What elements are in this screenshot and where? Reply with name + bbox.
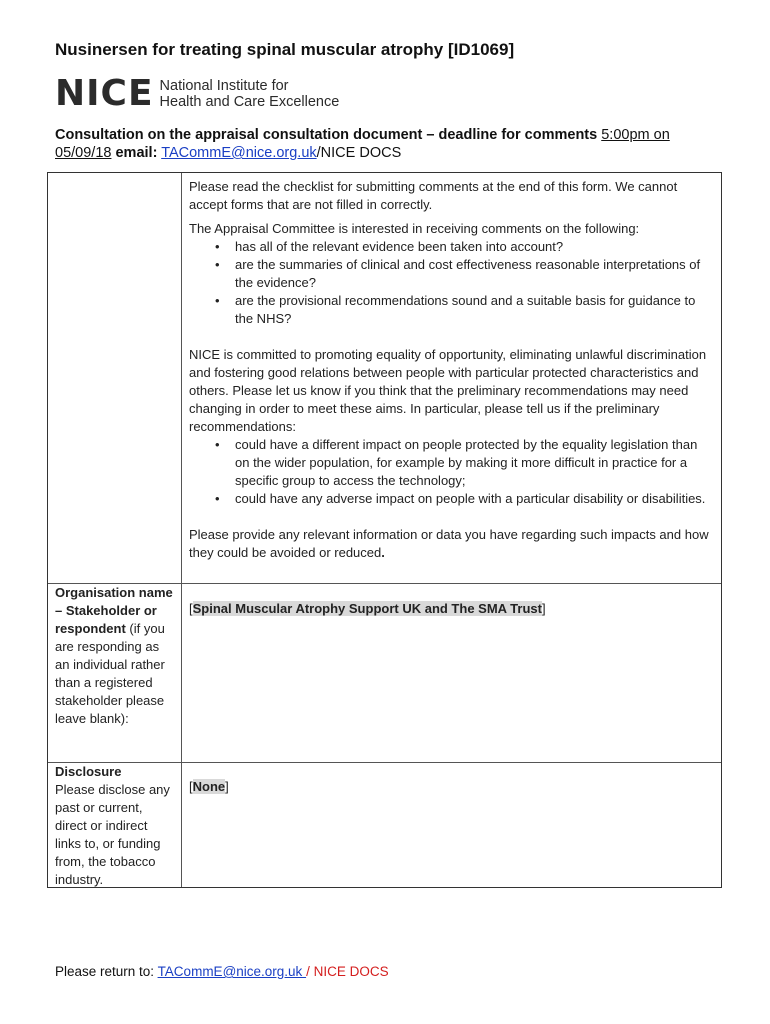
return-instructions: [55, 964, 389, 979]
equality-points: [189, 436, 711, 508]
email-link[interactable]: TACommE@nice.org.uk: [161, 145, 317, 161]
disclosure-label-note: Please disclose any past or current, direct or indirect links to, or funding from, the tobacco industry.: [55, 782, 170, 887]
consultation-lead: Consultation on the appraisal consultation document – deadline for comments: [55, 127, 598, 143]
disclosure-value[interactable]: None: [192, 779, 226, 794]
logo-wordmark: NICE: [55, 73, 154, 114]
column-divider: [181, 173, 182, 887]
equality-intro: NICE is committed to promoting equality of opportunity, eliminating unlawful discrimination and fostering good relations between people with particular protected characteristics and others. Please let us know if you think that the preliminary recommendations may need changing in order to meet these aims. In particular, please tell us if the preliminary recommendations:: [189, 347, 707, 434]
logo-line-1: National Institute for: [159, 78, 289, 94]
impacts-end: .: [381, 545, 385, 560]
impacts-body: Please provide any relevant information or data you have regarding such impacts and how they could be avoided or reduced: [189, 527, 709, 560]
list-item: • has all of the relevant evidence been taken into account?: [235, 238, 711, 256]
document-title: Nusinersen for treating spinal muscular atrophy [ID1069]: [55, 40, 515, 59]
nice-logo: [55, 73, 340, 114]
organisation-label: [55, 584, 177, 728]
organisation-value[interactable]: Spinal Muscular Atrophy Support UK and The SMA Trust: [192, 601, 542, 616]
list-item: • could have a different impact on people protected by the equality legislation than on the wider population, for example by making it more difficult in practice for a specific group to access the technology;: [235, 436, 711, 490]
organisation-label-note: (if you are responding as an individual rather than a registered stakeholder please leave blank):: [55, 621, 165, 726]
list-item: • could have any adverse impact on people with a particular disability or disabilities.: [235, 490, 711, 508]
disclosure-field[interactable]: [189, 778, 709, 796]
return-email-link[interactable]: TACommE@nice.org.uk: [157, 964, 307, 979]
bracket-close: ]: [541, 601, 546, 616]
bracket-open: [: [189, 779, 193, 794]
docs-label: /NICE DOCS: [316, 145, 402, 161]
bracket-open: [: [189, 601, 193, 616]
impacts-text: [189, 526, 711, 562]
deadline-time: 5:00pm on: [601, 127, 670, 143]
consultation-deadline: [55, 126, 725, 162]
committee-points: [189, 238, 711, 328]
checklist-text: Please read the checklist for submitting comments at the end of this form. We cannot accept forms that are not filled in correctly.: [189, 179, 678, 212]
disclosure-label-bold: Disclosure: [55, 764, 122, 779]
return-suffix: / NICE DOCS: [306, 964, 389, 979]
comment-form-table: [47, 172, 722, 888]
organisation-field[interactable]: [189, 600, 709, 618]
disclosure-label: [55, 763, 177, 889]
list-item: • are the summaries of clinical and cost effectiveness reasonable interpretations of the evidence?: [235, 256, 711, 292]
deadline-date: 05/09/18: [55, 145, 112, 161]
committee-intro: The Appraisal Committee is interested in receiving comments on the following:: [189, 221, 640, 236]
logo-line-2: Health and Care Excellence: [159, 94, 340, 110]
bracket-close: ]: [225, 779, 229, 794]
return-prefix: Please return to:: [55, 964, 158, 979]
email-label: email:: [115, 145, 158, 161]
logo-subtitle: [160, 78, 340, 110]
list-item: • are the provisional recommendations sound and a suitable basis for guidance to the NHS?: [235, 292, 711, 328]
instructions-cell: [189, 178, 711, 562]
organisation-label-bold: Organisation name – Stakeholder or respondent: [55, 585, 173, 636]
